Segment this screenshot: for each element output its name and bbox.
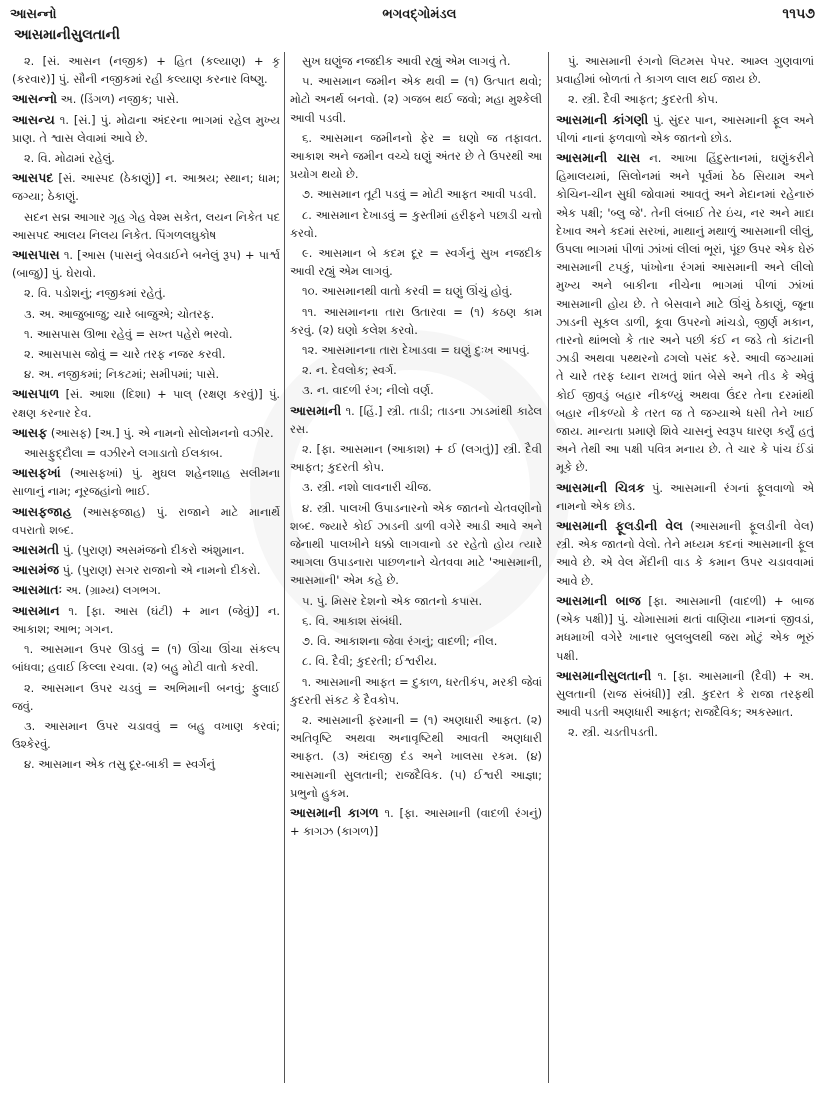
definition-text: ૭. આસમાન તૂટી પડવું = મોટી આફત આવી પડવી. (302, 187, 537, 202)
dictionary-entry (290, 402, 542, 438)
definition-text: (આસફખાં) પું. મુઘલ શહેનશાહ સલીમના સાળાનું નામ; નૂરજહાંનો ભાઈ. (12, 466, 280, 499)
definition-text: ૯. આસમાન બે કદમ દૂર = સ્વર્ગનું સુખ નજદીક આવી રહ્યું એમ લાગવું. (290, 246, 542, 279)
dictionary-entry (556, 592, 814, 665)
definition-line (290, 244, 542, 280)
dictionary-entry (556, 517, 814, 590)
definition-line (12, 679, 280, 715)
definition-text: પું. સુંદર પાન, આસમાની ફૂલ અને પીળાં નાનાં ફળવાળો એક જાતનો છોડ. (556, 112, 814, 145)
definition-text: (આસફ) [અ.] પું. એ નામનો સોલોમનનો વઝીર. (47, 425, 274, 440)
definition-text: ૪. અ. નજીકમાં; નિકટમાં; સમીપમાં; પાસે. (24, 367, 220, 382)
definition-text: ૧૧. આસમાનના તારા ઉતારવા = (૧) કઠણ કામ કરવું. (૨) ઘણો કલેશ કરવો. (290, 304, 542, 337)
definition-text: ૩. આસમાન ઉપર ચડાવવું = બહુ વખાણ કરવાં; ઉશ્કેરવું. (12, 718, 280, 752)
definition-text: ૩. અ. આજુબાજુ; ચારે બાજુએ; ચોતરફ. (24, 306, 215, 321)
definition-text: ૧. આસમાની આફત = દુકાળ, ધરતીકંપ, મરકી જેવાં કુદરતી સંકટ કે દૈવકોપ. (290, 674, 542, 707)
headword: આસમાની ચિત્રક (556, 479, 645, 495)
definition-line (290, 612, 542, 630)
headword: આસપાસ (12, 247, 60, 263)
dictionary-entry (12, 111, 280, 147)
definition-line (12, 345, 280, 363)
column-divider (548, 52, 549, 1083)
definition-line (12, 365, 280, 383)
definition-text: ૪. આસમાન એક તસુ દૂર-બાકી = સ્વર્ગનું (24, 757, 215, 772)
definition-line (12, 52, 280, 88)
definition-text: ૧. [સં.] પું. મોઢાના અંદરના ભાગમાં રહેલ મુખ્ય પ્રાણ. તે શ્વાસ લેવામાં આવે છે. (12, 112, 280, 145)
headword: આસમાની કાંગણી (556, 111, 649, 127)
headword: આસપદ (12, 170, 54, 186)
headword: આસપાળ (12, 386, 60, 402)
dictionary-entry (12, 246, 280, 282)
headword: આસમાની કાગળ (290, 804, 379, 820)
definition-text: ૫. આસમાન જમીન એક થવી = (૧) ઉત્પાત થવો; મોટો અનર્થ બનવો. (૨) ગજબ થઈ જવો; મહા મુશ્કેલી આવી પડવી. (290, 74, 542, 125)
dictionary-entry (12, 90, 280, 108)
dictionary-entry (12, 385, 280, 421)
definition-text: ૫. પું. મિસર દેશનો એક જાતનો કપાસ. (302, 593, 483, 608)
definition-text: ૧. [ફા. આસમાની (દૈવી) + અ. સુલતાની (રાજ સંબંધી)] સ્ત્રી. કુદરત કે રાજા તરફથી આવી પડતી અણધારી આફત; રાજદૈવિક; અકસ્માત. (556, 668, 814, 720)
definition-line (12, 640, 280, 676)
definition-line (290, 673, 542, 709)
definition-line (290, 282, 542, 300)
definition-text: ૨. વિ. પડોશનું; નજીકમાં રહેતું. (24, 286, 166, 301)
headword: આસફખાં (12, 465, 61, 481)
definition-text: ૮. વિ. દૈવી; કુદરતી; ઈશ્વરીય. (302, 654, 438, 669)
headword: આસમાની (290, 402, 342, 418)
definition-text: ૨. આસપાસ જોવું = ચારે તરફ નજર કરવી. (24, 347, 226, 362)
definition-text: (આસફજાહ) પું. રાજાને માટે માનાર્થે વપરાતો શબ્દ. (12, 504, 280, 537)
definition-text: ૮. આસમાન દેખાડવું = કુસ્તીમાં હરીફને પછાડી ચત્તો કરવો. (290, 207, 542, 240)
definition-text: સુખ ઘણુંજ નજદીક આવી રહ્યું એમ લાગવું તે. (302, 54, 511, 68)
dictionary-entry (12, 169, 280, 205)
definition-line (290, 592, 542, 610)
definition-text: ૨. ન. દેવલોક; સ્વર્ગ. (302, 363, 397, 378)
definition-line (556, 90, 814, 108)
definition-line (290, 185, 542, 203)
definition-text: ન. આખા હિંદુસ્તાનમાં, ઘણુંકરીને હિમાલયમાં, સિલોનમાં અને પૂર્વમાં ઠેઠ સિયામ અને કોચિન-ચીન સુધી જોવામાં આવતું અને મેદાનમાં રહેનારું એક પક્ષી; 'બ્લુ જે'. તેની લંબાઈ તેર ઇંચ, નર અને માદા દેખાવ અને કદમાં સરખાં, માથાનું મથાળું આસમાની લીલું, ઉપલા ભાગમાં પીળાં ઝાંખાં લીલાં ભૂરાં, પૂંછ ઉપર એક ઘેરું આસમાની ટપકું, પાંખોના રંગમાં આસમાની અને લીલો મુખ્ય અને બાકીના નીચેના ભાગમાં પીળાં ઝાંખાં આસમાની હોય છે. તે બેસવાને માટે ઊંચું ઠેકાણું, જૂના ઝાડની સૂકલ ડાળી, કૂવા ઉપરનો માંચડો, જીર્ણ મકાન, તારનો થાંભલો કે તાર અને પછી કંઈ ન જડે તો કાંટાની ઝાડી અથવા પથ્થરનો ઢગલો પસંદ કરે. આવી જગ્યામાં તે ચારે તરફ ધ્યાન રાખતું શાંત બેસે અને તીડ કે એવું કોઈ જીવડું બહાર નીકળ્યું અથવા ઉંદર તેના દરમાંથી બહાર નીકળ્યો કે તરત જ તે જગ્યાએ ધસી તેને ખાઈ જાય. માન્યતા પ્રમાણે શિવે ચાસનું સ્વરૂપ ધારણ કર્યું હતું અને તેથી આ પક્ષી પવિત્ર મનાય છે. તે ચાર કે પાંચ ઈંડાં મૂકે છે. (556, 151, 814, 475)
definition-text: ૬. વિ. આકાશ સંબંધી. (302, 613, 403, 628)
column-2 (290, 52, 542, 1087)
headword: આસફ (12, 424, 48, 440)
headword: આસન્નો (12, 91, 58, 107)
headword: આસમતી (12, 542, 60, 558)
definition-line (12, 149, 280, 167)
dictionary-entry (12, 464, 280, 500)
definition-line (12, 444, 280, 462)
definition-text: ૨. વિ. મોઢામાં રહેલું. (24, 151, 115, 166)
definition-text: સદન સદ્મ આગાર ગૃહ ગેહ વેશ્મ સકેત, લયન નિકેત પદ આસપદ આલય નિલય નિકેત. પિંગળલઘુકોષ (12, 209, 280, 242)
definition-line (290, 52, 542, 70)
definition-text: ૧. [ફા. આસમાની (વાદળી રંગનું) + કાગઝ (કાગળ)] (290, 805, 542, 839)
definition-text: અ. (ગ્રામ્ય) લગભગ. (62, 583, 161, 598)
dictionary-entry (12, 561, 280, 579)
dictionary-entry (556, 111, 814, 147)
definition-line (12, 717, 280, 753)
dictionary-entry (12, 602, 280, 638)
definition-text: ૬. આસમાન જમીનનો ફેર = ઘણો જ તફાવત. આકાશ અને જમીન વચ્ચે ઘણું અંતર છે તે ઉપરથી આ પ્રયોગ થયો છે. (290, 130, 542, 182)
definition-text: ૨. [ફા. આસમાન (આકાશ) + ઈ (લગતું)] સ્ત્રી. દૈવી આફત; કુદરતી કોપ. (290, 442, 542, 475)
definition-text: ૭. વિ. આકાશના જેવા રંગનું; વાદળી; નીલ. (302, 634, 498, 649)
definition-text: ૧. આસમાન ઉપર ઊડવું = (૧) ઊંચા ઊંચા સંકલ્પ બાંધવા; હવાઈ કિલ્લા રચવા. (૨) બહુ મોટી વાતો કરવી. (12, 642, 280, 675)
definition-text: પું. આસમાની રંગનાં ફૂલવાળો એ નામનો એક છોડ. (556, 480, 814, 513)
definition-text: ૩. સ્ત્રી. નશો લાવનારી ચીજ. (302, 480, 432, 495)
definition-text: ૧. [ફા. આસ (ઘંટી) + માન (જેવું)] ન. આકાશ; આભ; ગગન. (12, 603, 280, 636)
definition-line (12, 208, 280, 244)
header-second-guide-word: આસમાનીસુલતાની (14, 27, 120, 43)
definition-text: [સં. આસ્પદ (ઠેકાણું)] ન. આશ્રય; સ્થાન; ધામ; જગ્યા; ઠેકાણું. (12, 171, 280, 204)
definition-line (290, 499, 542, 590)
definition-line (290, 381, 542, 399)
definition-text: ૧. આસપાસ ઊભા રહેવું = સખ્ત પહેરો ભરવો. (24, 326, 233, 341)
definition-line (290, 129, 542, 184)
headword: આસમાનીસુલતાની (556, 667, 652, 683)
definition-text: ૨. આસમાની ફરમાની = (૧) અણધારી આફત. (૨) અતિવૃષ્ટિ અથવા અનાવૃષ્ટિથી આવતી અણધારી આફત. (૩) અંદાજી દંડ અને ખાલસા રકમ. (૪) આસમાની સુલતાની; રાજદૈવિક. (૫) ઈશ્વરી આજ્ઞા; પ્રભુનો હુકમ. (290, 712, 542, 800)
definition-text: [ફા. આસમાની (વાદળી) + બાજ (એક પક્ષી)] પું. ચોમાસામાં થતાં વાણિયા નામનાં જીવડાં, મધમાખી વગેરે ખાનાર બુલબુલથી જરા મોટું એક ભૂરું પક્ષી. (556, 593, 814, 663)
definition-text: ૧. [હિં.] સ્ત્રી. તાડી; તાડના ઝાડમાંથી કાઢેલ રસ. (290, 403, 542, 436)
definition-line (556, 723, 814, 741)
definition-text: ૨. સ્ત્રી. દૈવી આફત; કુદરતી કોપ. (568, 92, 719, 107)
dictionary-entry (12, 581, 280, 599)
headword: આસમાતઃ (12, 582, 63, 598)
dictionary-entry (12, 503, 280, 539)
definition-text: (આસમાની ફૂલડીની વેલ) સ્ત્રી. એક જાતનો વેલો. તેને મધ્યમ કદનાં આસમાની ફૂલ આવે છે. એ વેલ મેંદીની વાડ કે કમાન ઉપર ચડાવવામાં આવે છે. (556, 519, 814, 588)
definition-text: પું. આસમાની રંગનો લિટમસ પેપર. આમ્લ ગુણવાળાં પ્રવાહીમાં બોળતાં તે કાગળ લાલ થઈ જાય છે. (556, 54, 814, 87)
definition-line (12, 284, 280, 302)
definition-line (290, 478, 542, 496)
dictionary-entry (12, 541, 280, 559)
headword: આસફજાહ (12, 503, 72, 519)
headword: આસમાની ચાસ (556, 150, 641, 166)
definition-line (290, 341, 542, 359)
definition-line (12, 325, 280, 343)
dictionary-entry (12, 424, 280, 442)
definition-text: પું. (પુરાણ) સગર રાજાનો એ નામનો દીકરો. (59, 563, 261, 578)
column-3 (556, 52, 814, 1087)
header-left-guide-word: આસન્નો (10, 6, 57, 22)
definition-text: અ. (ડિંગળ) નજીક; પાસે. (57, 92, 180, 107)
headword: આસમંજ (12, 562, 60, 578)
definition-line (290, 361, 542, 379)
definition-text: [સં. આશા (દિશા) + પાલ્ (રક્ષણ કરવું)] પું. રક્ષણ કરનાર દેવ. (12, 387, 280, 420)
definition-text: પું. (પુરાણ) અસમંજનો દીકરો અંશુમાન. (59, 543, 245, 558)
definition-text: આસફુદ્દૌલા = વઝીરને લગાડાતો ઈલકાબ. (24, 446, 223, 461)
definition-line (290, 303, 542, 339)
headword: આસન્ય (12, 111, 55, 127)
header-page-number: ૧૧૫૭ (782, 6, 815, 22)
definition-text: ૧૨. આસમાનના તારા દેખાડવા = ઘણું દુઃખ આપવું. (302, 343, 530, 358)
definition-line (290, 206, 542, 242)
definition-line (12, 755, 280, 773)
headword: આસમાની બાજ (556, 592, 641, 608)
dictionary-entry (290, 804, 542, 840)
headword: આસમાન (12, 602, 60, 618)
dictionary-entry (556, 149, 814, 477)
definition-text: ૩. ન. વાદળી રંગ; નીલો વર્ણ. (302, 383, 434, 398)
definition-line (290, 632, 542, 650)
definition-line (556, 52, 814, 88)
definition-text: ૨. [સં. આસન (નજીક) + હિત (કલ્યાણ) + કૃ (કરવાર)] પું. સૌની નજીકમાં રહી કલ્યાણ કરનાર વિષ્ણુ. (12, 54, 280, 87)
definition-line (12, 305, 280, 323)
definition-line (290, 72, 542, 127)
definition-line (290, 711, 542, 802)
dictionary-entry (556, 479, 814, 515)
column-1 (12, 52, 280, 1087)
definition-text: ૧. [આસ (પાસનું બેવડાઈને બનેલું રૂપ) + પાર્શ્વ (બાજુ)] પું. ઘેરાવો. (12, 248, 280, 281)
header-book-title: ભગવદ્ગોમંડલ (382, 6, 457, 22)
page-header (10, 3, 815, 25)
headword: આસમાની ફૂલડીની વેલ (556, 518, 683, 534)
definition-line (290, 652, 542, 670)
definition-text: ૨. આસમાન ઉપર ચડવું = અભિમાની બનવું; ફુલાઈ જવું. (12, 680, 280, 713)
column-divider (284, 52, 285, 1083)
definition-text: ૧૦. આસમાનથી વાતો કરવી = ઘણું ઊંચું હોવું. (302, 284, 513, 299)
definition-text: ૪. સ્ત્રી. પાલખી ઉપાડનારનો એક જાતનો ચેતવણીનો શબ્દ. જ્યારે કોઈ ઝાડની ડાળી વગેરે આડી આવે અને જેનાથી પાલખીને ધક્કો લાગવાનો ડર રહેતો હોય ત્યારે આગલા ઉપાડનારા પાછળનાને ચેતવવા માટે 'આસમાની, આસમાની' એમ કહે છે. (290, 500, 542, 588)
dictionary-entry (556, 667, 814, 722)
definition-line (290, 440, 542, 476)
definition-text: ૨. સ્ત્રી. ચડતીપડતી. (568, 725, 658, 740)
